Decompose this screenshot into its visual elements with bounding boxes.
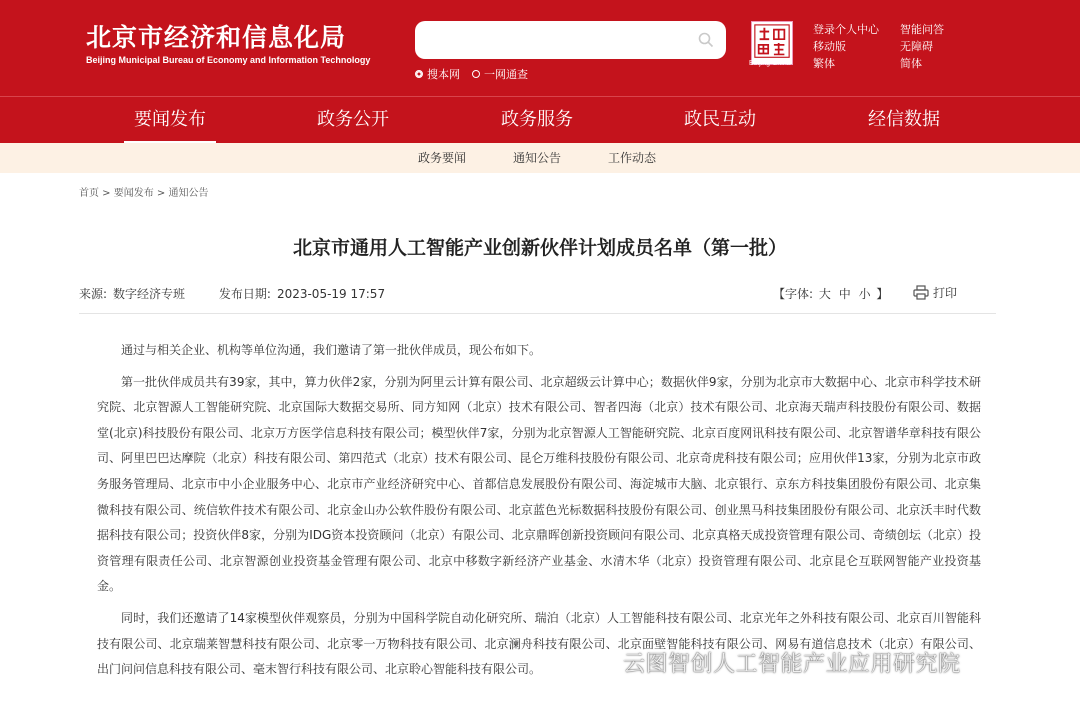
paragraph-intro: 通过与相关企业、机构等单位沟通，我们邀请了第一批伙伴成员，现公布如下。 — [121, 343, 542, 357]
search-input[interactable] — [415, 21, 726, 59]
article-title: 北京市通用人工智能产业创新伙伴计划成员名单（第一批） — [292, 237, 787, 259]
radio-selected-icon[interactable] — [415, 70, 423, 78]
nav-news-release[interactable]: 要闻发布 — [110, 97, 230, 144]
nav-gov-services[interactable]: 政务服务 — [501, 109, 573, 130]
search-scope-options — [415, 66, 528, 82]
paragraph-observers: 同时，我们还邀请了14家模型伙伴观察员，分别为中国科学院自动化研究所、瑞泊（北京）人工智能科技有限公司、北京光年之外科技有限公司、北京百川智能科技有限公司、北京瑞莱智慧科技有限公司、北京零一万物科技有限公司、北京澜舟科技有限公司、北京面壁智能科技有限公司、网易有道信息技术（北京）有限公司、出门问问信息科技有限公司、毫末智行科技有限公司、北京聆心智能科技有限公司。 — [97, 610, 981, 677]
main-nav — [0, 96, 1080, 143]
site-header — [0, 0, 1080, 96]
nav-public-interaction[interactable]: 政民互动 — [684, 109, 756, 130]
font-size-medium[interactable]: 中 — [838, 287, 851, 301]
nav-gov-affairs[interactable]: 政务公开 — [317, 109, 389, 130]
wechat-icon — [593, 650, 619, 676]
article-meta — [79, 285, 391, 302]
subnav-gov-news[interactable]: 政务要闻 — [418, 151, 467, 165]
login-link[interactable]: 登录个人中心 — [813, 23, 879, 36]
capital-emblem-logo — [751, 21, 793, 65]
header-links-left — [813, 21, 879, 72]
printer-icon — [913, 285, 929, 300]
font-size-large[interactable]: 大 — [818, 287, 831, 301]
paragraph-members: 第一批伙伴成员共有39家，其中，算力伙伴2家，分别为阿里云计算有限公司、北京超级云计算中心；数据伙伴9家，分别为北京市大数据中心、北京市科学技术研究院、北京智源人工智能研究院、北京国际大数据交易所、同方知网（北京）技术有限公司、智者四海（北京）技术有限公司、北京海天瑞声科技股份有限公司、数据堂(北京)科技股份有限公司、北京万方医学信息科技有限公司；模型伙伴7家，分别为北京智源人工智能研究院、北京百度网讯科技有限公司、北京智谱华章科技有限公司、阿里巴巴达摩院（北京）科技有限公司、第四范式（北京）技术有限公司、昆仑万维科技股份有限公司、北京奇虎科技有限公司；应用伙伴13家，分别为北京市政务服务管理局、北京市中小企业服务中心、北京市产业经济研究中心、首都信息发展股份有限公司、海淀城市大脑、北京银行、京东方科技集团股份有限公司、北京集微科技有限公司、统信软件技术有限公司、北京金山办公软件股份有限公司、北京蓝色光标数据科技股份有限公司、创业黑马科技集团股份有限公司、北京沃丰时代数据科技有限公司；投资伙伴8家，分别为IDG资本投资顾问（北京）有限公司、北京鼎晖创新投资顾问有限公司、北京真格天成投资管理有限公司、奇绩创坛（北京）投资管理有限责任公司、北京智源创业投资基金管理有限公司、北京中移数字新经济产业基金、水清木华（北京）投资管理有限公司、北京昆仑互联网智能产业投资基金。 — [97, 374, 981, 594]
font-size-small[interactable]: 小 — [858, 287, 871, 301]
smart-qa-link[interactable]: 智能问答 — [900, 23, 944, 36]
source-label: 来源: — [79, 287, 108, 301]
radio-icon[interactable] — [472, 70, 480, 78]
source-value: 数字经济专班 — [113, 287, 186, 301]
article-body — [97, 338, 981, 689]
font-size-controls: 【字体: 大 中 小 】 — [773, 287, 889, 301]
search-scope-site[interactable]: 搜本网 — [415, 66, 460, 82]
site-logo-subtitle: Beijing Municipal Bureau of Economy and Information Technology — [86, 55, 371, 65]
nav-data[interactable]: 经信数据 — [868, 109, 940, 130]
header-links-right — [900, 21, 944, 72]
search-icon[interactable] — [698, 32, 714, 48]
subnav-work-updates[interactable]: 工作动态 — [608, 151, 657, 165]
accessibility-link[interactable]: 无障碍 — [900, 40, 933, 53]
sub-nav — [0, 143, 1080, 173]
watermark: 云图智创人工智能产业应用研究院 — [593, 647, 961, 678]
traditional-chinese-link[interactable]: 繁体 — [813, 57, 835, 70]
emblem-caption: Beijing-China — [749, 60, 791, 67]
site-logo-title[interactable]: 北京市经济和信息化局 — [86, 23, 347, 52]
date-value: 2023-05-19 17:57 — [276, 287, 386, 301]
mobile-version-link[interactable]: 移动版 — [813, 40, 846, 53]
breadcrumb[interactable]: 首页 > 要闻发布 > 通知公告 — [79, 188, 209, 199]
subnav-notices[interactable]: 通知公告 — [513, 151, 562, 165]
meta-divider — [79, 313, 996, 314]
date-label: 发布日期: — [218, 287, 271, 301]
print-button[interactable]: 打印 — [913, 284, 957, 301]
search-scope-all[interactable]: 一网通查 — [472, 66, 528, 82]
simplified-chinese-link[interactable]: 简体 — [900, 57, 922, 70]
